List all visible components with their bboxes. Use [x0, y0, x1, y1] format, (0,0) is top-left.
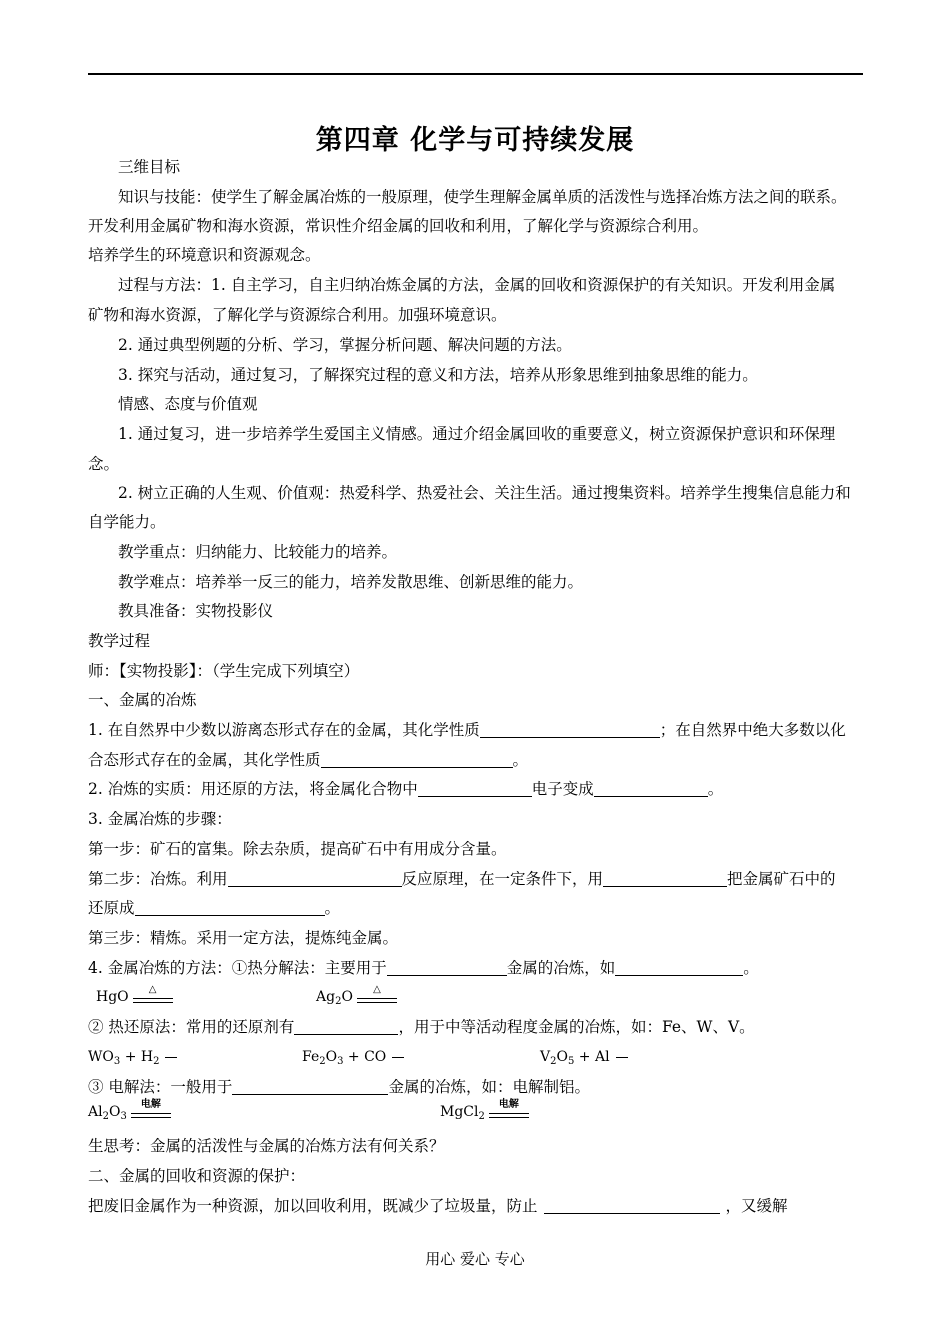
equation-wo3: $WO_3 + H_2$	[88, 1048, 177, 1071]
heat-arrow: △	[133, 988, 173, 1006]
paragraph: 矿物和海水资源，了解化学与资源综合利用。加强环境意识。	[88, 306, 507, 324]
question-1-cont: 合态形式存在的金属，其化学性质 。	[88, 751, 529, 769]
paragraph: 情感、态度与价值观	[118, 395, 258, 413]
question-4: 4. 金属冶炼的方法：①热分解法：主要用于 金属的冶炼，如 。	[88, 959, 759, 977]
method-3: ③ 电解法：一般用于 金属的冶炼，如：电解制铝。	[88, 1078, 590, 1096]
paragraph: 自学能力。	[88, 513, 166, 531]
paragraph: 1. 通过复习，进一步培养学生爱国主义情感。通过介绍金属回收的重要意义，树立资源保护意识和环保理	[118, 425, 836, 443]
equation-fe2o3: $Fe_2O_3$ + CO	[302, 1048, 404, 1071]
paragraph: 念。	[88, 455, 120, 473]
paragraph: 3. 探究与活动，通过复习，了解探究过程的意义和方法，培养从形象思维到抽象思维的能力。	[118, 366, 758, 384]
method-2: ② 热还原法：常用的还原剂有 ，用于中等活动程度金属的冶炼，如：Fe、W、V。	[88, 1018, 755, 1036]
equation-mgcl2: MgCl$_2$ 电解	[440, 1103, 529, 1126]
paragraph: 开发利用金属矿物和海水资源，常识性介绍金属的回收和利用，了解化学与资源综合利用。	[88, 217, 709, 235]
question-2: 2. 冶炼的实质：用还原的方法，将金属化合物中 电子变成 。	[88, 780, 724, 798]
fill-blank[interactable]	[321, 752, 513, 768]
fill-blank[interactable]	[594, 781, 708, 797]
chapter-title: 第四章 化学与可持续发展	[315, 125, 635, 156]
fill-blank[interactable]	[232, 1079, 388, 1095]
reaction-dash	[392, 1057, 404, 1058]
paragraph: 教学重点：归纳能力、比较能力的培养。	[118, 543, 398, 561]
reaction-dash	[165, 1057, 177, 1058]
fill-blank[interactable]	[480, 722, 660, 738]
fill-blank[interactable]	[387, 960, 507, 976]
fill-blank[interactable]	[135, 900, 325, 916]
heat-arrow: △	[357, 988, 397, 1006]
step-2-cont: 还原成 。	[88, 899, 341, 917]
fill-blank[interactable]	[615, 960, 743, 976]
paragraph: 教具准备：实物投影仪	[118, 602, 274, 620]
paragraph: 教学过程	[88, 632, 151, 650]
header-rule	[88, 73, 863, 75]
equation-v2o5: $V_2O_5 + Al$	[540, 1048, 628, 1071]
paragraph: 三维目标	[118, 158, 181, 176]
question-1: 1. 在自然界中少数以游离态形式存在的金属，其化学性质 ；在自然界中绝大多数以化	[88, 721, 846, 739]
fill-blank[interactable]	[228, 871, 402, 887]
equation-ag2o: $Ag_2O$ △	[316, 988, 397, 1011]
fill-blank[interactable]	[294, 1019, 398, 1035]
paragraph: 2. 通过典型例题的分析、学习，掌握分析问题、解决问题的方法。	[118, 336, 572, 354]
electrolysis-arrow: 电解	[131, 1103, 171, 1121]
paragraph: 师：【实物投影】：（学生完成下列填空）	[88, 662, 360, 680]
paragraph: 教学难点：培养举一反三的能力，培养发散思维、创新思维的能力。	[118, 573, 584, 591]
paragraph: 知识与技能：使学生了解金属冶炼的一般原理，使学生理解金属单质的活泼性与选择冶炼方法之间的联系。	[118, 188, 847, 206]
step-3: 第三步：精炼。采用一定方法，提炼纯金属。	[88, 929, 399, 947]
electrolysis-arrow: 电解	[489, 1103, 529, 1121]
section-heading: 二、金属的回收和资源的保护：	[88, 1167, 306, 1185]
section-heading: 一、金属的冶炼	[88, 691, 197, 709]
step-2: 第二步：冶炼。利用 反应原理，在一定条件下，用 把金属矿石中的	[88, 870, 836, 888]
reaction-dash	[616, 1057, 628, 1058]
question-3: 3. 金属冶炼的步骤：	[88, 810, 232, 828]
paragraph: 培养学生的环境意识和资源观念。	[88, 246, 321, 264]
equation-hgo: HgO △	[96, 988, 173, 1006]
fill-blank[interactable]	[544, 1198, 720, 1214]
page-footer: 用心 爱心 专心	[425, 1250, 525, 1268]
fill-blank[interactable]	[603, 871, 727, 887]
paragraph: 2. 树立正确的人生观、价值观：热爱科学、热爱社会、关注生活。通过搜集资料。培养学生搜集信息能力和	[118, 484, 851, 502]
student-think: 生思考：金属的活泼性与金属的冶炼方法有何关系？	[88, 1137, 445, 1155]
recycling-paragraph: 把废旧金属作为一种资源，加以回收利用，既减少了垃圾量，防止 ，又缓解	[88, 1197, 788, 1215]
fill-blank[interactable]	[418, 781, 532, 797]
equation-al2o3: $Al_2O_3$ 电解	[88, 1103, 171, 1126]
paragraph: 过程与方法：1. 自主学习，自主归纳冶炼金属的方法，金属的回收和资源保护的有关知识。开发利用金属	[118, 276, 836, 294]
step-1: 第一步：矿石的富集。除去杂质，提高矿石中有用成分含量。	[88, 840, 507, 858]
